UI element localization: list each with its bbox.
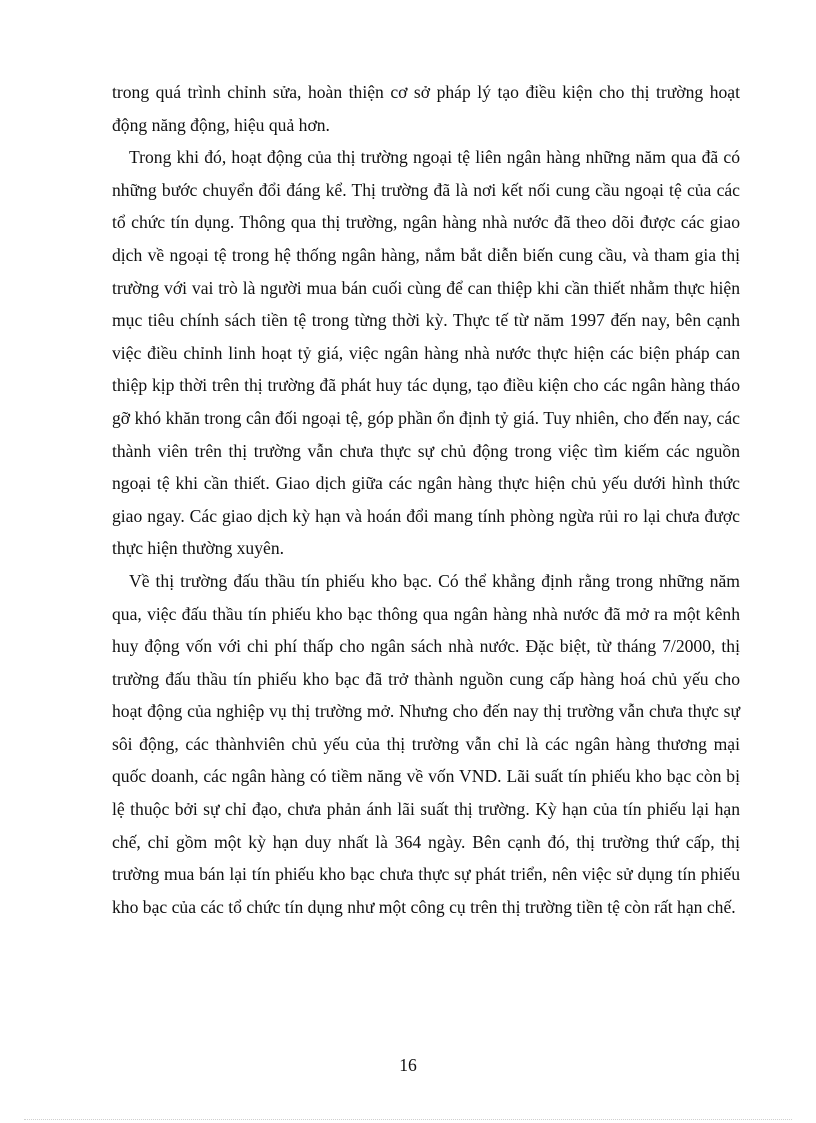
page-number: 16 — [399, 1055, 417, 1075]
paragraph-continuation: trong quá trình chỉnh sửa, hoàn thiện cơ sở pháp lý tạo điều kiện cho thị trường hoạt động năng động, hiệu quả hơn. — [112, 82, 740, 135]
paragraph-foreign-exchange-market: Trong khi đó, hoạt động của thị trường ngoại tệ liên ngân hàng những năm qua đã có những bước chuyển đổi đáng kể. Thị trường đã là nơi kết nối cung cầu ngoại tệ của các tổ chức tín dụng. Thông qua thị trường, ngân hàng nhà nước đã theo dõi được các giao dịch về ngoại tệ trong hệ thống ngân hàng, nắm bắt diễn biến cung cầu, và tham gia thị trường với vai trò là người mua bán cuối cùng để can thiệp khi cần thiết nhằm thực hiện mục tiêu chính sách tiền tệ trong từng thời kỳ. Thực tế từ năm 1997 đến nay, bên cạnh việc điều chỉnh linh hoạt tỷ giá, việc ngân hàng nhà nước thực hiện các biện pháp can thiệp kịp thời trên thị trường đã phát huy tác dụng, tạo điều kiện cho các ngân hàng tháo gỡ khó khăn trong cân đối ngoại tệ, góp phần ổn định tỷ giá. Tuy nhiên, cho đến nay, các thành viên trên thị trường vẫn chưa thực sự chủ động trong việc tìm kiếm các nguồn ngoại tệ khi cần thiết. Giao dịch giữa các ngân hàng thực hiện chủ yếu dưới hình thức giao ngay. Các giao dịch kỳ hạn và hoán đổi mang tính phòng ngừa rủi ro lại chưa được thực hiện thường xuyên. — [112, 147, 740, 559]
body-text — [112, 76, 740, 923]
paragraph-treasury-bill-auction: Về thị trường đấu thầu tín phiếu kho bạc. Có thể khẳng định rằng trong những năm qua, việc đấu thầu tín phiếu kho bạc thông qua ngân hàng nhà nước đã mở ra một kênh huy động vốn với chi phí thấp cho ngân sách nhà nước. Đặc biệt, từ tháng 7/2000, thị trường đấu thầu tín phiếu kho bạc đã trở thành nguồn cung cấp hàng hoá chủ yếu cho hoạt động của nghiệp vụ thị trường mở. Nhưng cho đến nay thị trường vẫn chưa thực sự sôi động, các thànhviên chủ yếu của thị trường vẫn chỉ là các ngân hàng thương mại quốc doanh, các ngân hàng có tiềm năng về vốn VND. Lãi suất tín phiếu kho bạc còn bị lệ thuộc bởi sự chỉ đạo, chưa phản ánh lãi suất thị trường. Kỳ hạn của tín phiếu lại hạn chế, chỉ gồm một kỳ hạn duy nhất là 364 ngày. Bên cạnh đó, thị trường thứ cấp, thị trường mua bán lại tín phiếu kho bạc chưa thực sự phát triển, nên việc sử dụng tín phiếu kho bạc của các tổ chức tín dụng như một công cụ trên thị trường tiền tệ còn rất hạn chế. — [112, 570, 740, 917]
page-bottom-divider — [24, 1119, 792, 1120]
